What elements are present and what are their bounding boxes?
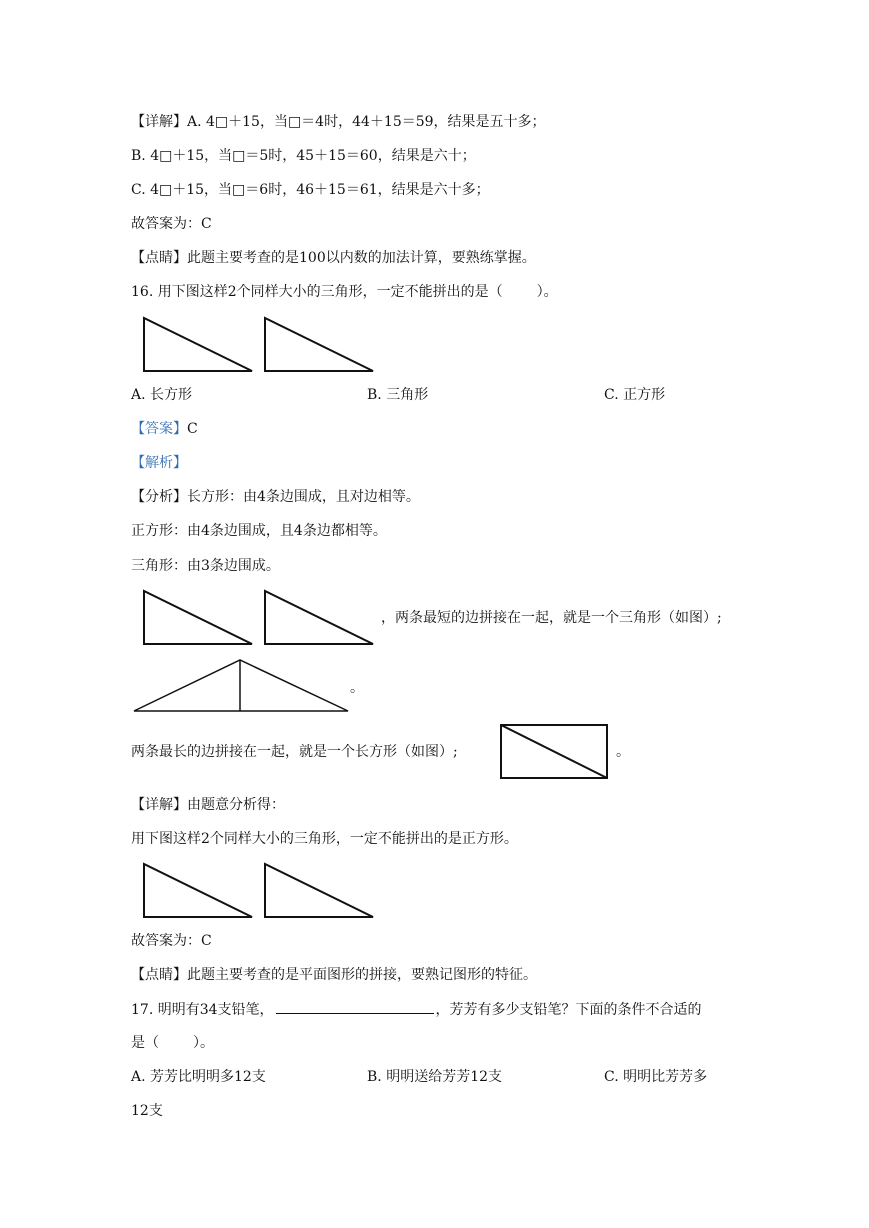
- note-tag: 【点睛】: [131, 967, 187, 983]
- two-triangles-figure-1: [140, 316, 380, 376]
- triangle-end: 。: [350, 680, 364, 696]
- analysis-label: 【分析】: [131, 489, 187, 505]
- rect-end: 。: [616, 744, 630, 760]
- q15-detail-line-c: C. 4□＋15，当□＝6时，46＋15＝61，结果是六十多；: [131, 182, 490, 198]
- q17-stem-line-2: 是（ ）。: [131, 1035, 214, 1051]
- triangle-caption: ，两条最短的边拼接在一起，就是一个三角形（如图）;: [381, 610, 722, 626]
- rectangle-figure: [498, 723, 613, 783]
- detail-tag: 【详解】: [131, 114, 187, 130]
- q16-option-b: B. 三角形: [367, 387, 429, 403]
- triangle-shape: [144, 591, 252, 644]
- note-tag: 【点睛】: [131, 250, 187, 266]
- q15-note: 【点睛】此题主要考查的是100以内数的加法计算，要熟练掌握。: [131, 250, 536, 266]
- q17-option-c-wrap: 12支: [131, 1103, 163, 1119]
- rect-caption: 两条最长的边拼接在一起，就是一个长方形（如图）;: [131, 744, 458, 760]
- combined-triangle-shape: [134, 660, 348, 711]
- q17-option-a: A. 芳芳比明明多12支: [131, 1069, 266, 1085]
- q16-analysis-tag: 【解析】: [131, 455, 187, 471]
- q16-analysis-1: 【分析】长方形：由4条边围成，且对边相等。: [131, 489, 420, 505]
- triangle-shape: [265, 318, 373, 371]
- q16-detail-2: 用下图这样2个同样大小的三角形，一定不能拼出的是正方形。: [131, 831, 518, 847]
- q17-stem-line-1: 17. 明明有34支铅笔， ，芳芳有多少支铅笔？下面的条件不合适的: [131, 999, 702, 1020]
- q16-stem: 16. 用下图这样2个同样大小的三角形，一定不能拼出的是（ ）。: [131, 284, 558, 300]
- q15-detail-line-b: B. 4□＋15，当□＝5时，45＋15＝60，结果是六十；: [131, 148, 476, 164]
- q16-note: 【点睛】此题主要考查的是平面图形的拼接，要熟记图形的特征。: [131, 967, 537, 983]
- q16-conclusion: 故答案为：C: [131, 933, 212, 949]
- q16-detail-1: 【详解】由题意分析得：: [131, 797, 285, 813]
- q17-option-b: B. 明明送给芳芳12支: [367, 1069, 503, 1085]
- two-triangles-figure-2: [140, 589, 380, 649]
- q17-option-c: C. 明明比芳芳多: [604, 1069, 708, 1085]
- triangle-shape: [265, 591, 373, 644]
- q16-option-c: C. 正方形: [604, 387, 666, 403]
- triangle-shape: [144, 864, 252, 917]
- q16-option-a: A. 长方形: [131, 387, 193, 403]
- fill-blank: [276, 999, 434, 1014]
- diagonal-line: [501, 725, 607, 778]
- q16-analysis-3: 三角形：由3条边围成。: [131, 558, 280, 574]
- answer-tag: 【答案】: [131, 421, 187, 437]
- combined-triangle-figure: [130, 657, 355, 717]
- q16-answer: 【答案】C: [131, 421, 198, 437]
- q15-detail-line-a: 【详解】A. 4□＋15，当□＝4时，44＋15＝59，结果是五十多；: [131, 114, 546, 130]
- triangle-shape: [265, 864, 373, 917]
- q16-analysis-2: 正方形：由4条边围成，且4条边都相等。: [131, 523, 387, 539]
- detail-tag: 【详解】: [131, 797, 187, 813]
- two-triangles-figure-3: [140, 862, 380, 922]
- triangle-shape: [144, 318, 252, 371]
- q15-conclusion: 故答案为：C: [131, 216, 212, 232]
